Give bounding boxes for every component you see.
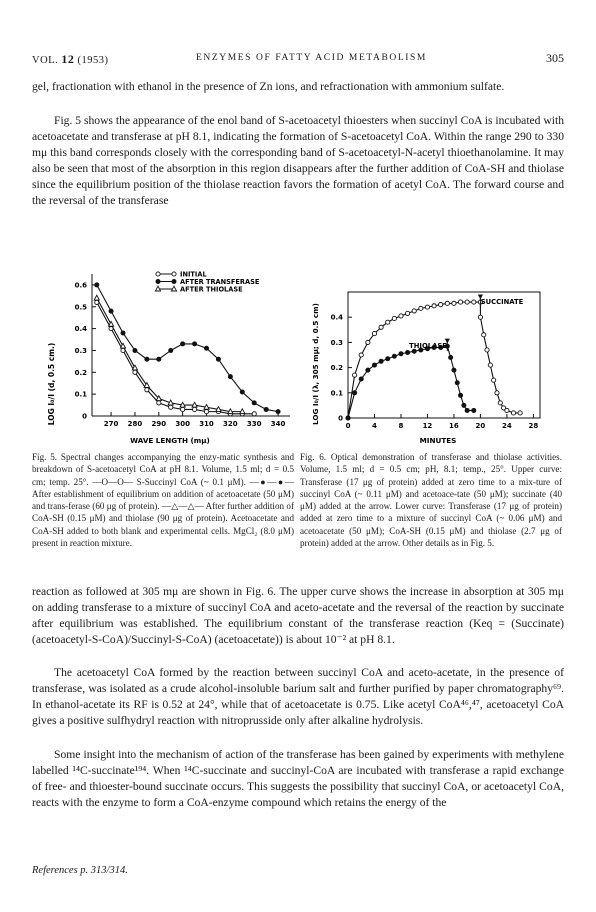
f6-series-1-point <box>359 376 364 381</box>
f6-series-0-point <box>485 348 489 352</box>
f5-series-1-point <box>156 357 161 362</box>
f6-series-0-point <box>465 300 469 304</box>
f6-series-1-point <box>448 355 453 360</box>
f5-series-1-point <box>94 282 99 287</box>
fig6-annot-thiolase: THIOLASE <box>409 342 447 350</box>
f5-series-1-point <box>228 374 233 379</box>
fig5-legend-marker <box>156 279 161 284</box>
f6-series-0-point <box>419 306 423 310</box>
f6-xtick-label: 28 <box>528 422 539 430</box>
f6-xtick-label: 0 <box>345 422 351 430</box>
f5-xtick-label: 340 <box>270 420 286 428</box>
f6-series-0-point <box>439 303 443 307</box>
f5-series-0-point <box>181 407 185 411</box>
f5-series-0-point <box>192 407 196 411</box>
f6-series-1-point <box>398 351 403 356</box>
f5-xtick-label: 280 <box>127 420 143 428</box>
f6-series-0-point <box>472 300 476 304</box>
f6-xtick-label: 12 <box>422 422 433 430</box>
f5-series-1-point <box>192 341 197 346</box>
f6-series-0-point <box>392 316 396 320</box>
f6-series-0-point <box>498 401 502 405</box>
paragraph-3: reaction as followed at 305 mμ are shown in Fig. 6. The upper curve shows the increase in absorption at 305 mμ on adding transferase to a mixture of succinyl CoA and aceto-acetate and the reversal of the reaction by succinate after equilibrium was established. The equilibrium constant of the transferase reaction (Keq = (Succinate) (acetoacetyl-S-CoA)/Succinyl-S-CoA) (acetoacetate)) is about 10⁻² at pH 8.1. <box>32 585 564 646</box>
f5-series-1-point <box>276 409 281 414</box>
f5-series-1-point <box>264 407 269 412</box>
f5-series-1-point <box>132 348 137 353</box>
f6-series-1-point <box>385 356 390 361</box>
f6-xtick-label: 20 <box>475 422 486 430</box>
f6-series-0-point <box>386 320 390 324</box>
f5-xtick-label: 310 <box>199 420 214 428</box>
f6-series-1-point <box>372 363 377 368</box>
page-number: 305 <box>546 51 564 65</box>
f6-frame <box>348 292 540 418</box>
f5-series-1-point <box>204 346 209 351</box>
f5-series-0-point <box>204 410 208 414</box>
f5-series-1-point <box>180 341 185 346</box>
f6-series-0-point <box>518 411 522 415</box>
f6-xtick-label: 24 <box>502 422 512 430</box>
running-header <box>32 52 564 68</box>
f6-series-1-point <box>471 408 476 413</box>
f6-series-0-point <box>505 408 509 412</box>
f5-series-0-point <box>145 388 149 392</box>
fig6-annot-succinate: SUCCINATE <box>480 298 524 306</box>
f6-series-1-point <box>458 393 463 398</box>
f6-series-0-point <box>405 311 409 315</box>
f6-ytick-label: 0.4 <box>330 313 343 322</box>
fig6-series <box>346 295 523 421</box>
f5-series-1-point <box>109 309 114 314</box>
f5-series-2-point <box>108 321 113 326</box>
f5-series-0-point <box>169 405 173 409</box>
f5-ytick-label: 0.6 <box>74 281 87 290</box>
f6-ytick-label: 0.3 <box>330 338 343 347</box>
f6-ytick-label: 0.1 <box>330 389 343 398</box>
paragraph-5: Some insight into the mechanism of action of the transferase has been gained by experiments with methylene labelled ¹⁴C-succinate¹⁹⁴. When ¹⁴C-succinate and succinyl-CoA are incubated with transferase a rapid exchange of free- and thioester-bound succinate occurs. This suggests the possibility that succinyl CoA, or acetoacetyl CoA, reacts with the enzyme to form a CoA-enzyme compound which retains the energy of the <box>32 748 564 809</box>
f6-series-0-point <box>366 340 370 344</box>
f5-series-0-line <box>97 302 254 413</box>
f6-series-0-point <box>425 305 429 309</box>
running-title: ENZYMES OF FATTY ACID METABOLISM <box>196 53 427 63</box>
f6-series-1-point <box>461 403 466 408</box>
f5-ytick-label: 0 <box>82 412 87 421</box>
f5-series-0-point <box>157 401 161 405</box>
paragraph-1: gel, fractionation with ethanol in the presence of Zn ions, and refractionation with ammonium sulfate. <box>32 80 505 93</box>
fig5-caption: Fig. 5. Spectral changes accompanying the enzy-matic synthesis and breakdown of S-acetoacetyl CoA at pH 8.1. Volume, 1.5 ml; d = 0.5 cm; temp. 25°. —O—O— S-Succinyl CoA (~ 0.1 μM). —●—●— After establishment of equilibrium on addition of acetoacetate (50 μM) and trans-ferase (60 μg of protein). —△—△— After further addition of CoA-SH (0.15 μM) and thiolase (90 μg of protein). Acetoacetate and CoA-SH added to both blank and experimental cells. MgCl₂ (8.0 μM) present in reaction mixture. <box>32 452 294 549</box>
f6-series-0-point <box>359 353 363 357</box>
fig5-legend <box>155 271 259 294</box>
f5-ytick-label: 0.1 <box>74 390 87 399</box>
f6-series-0-point <box>482 333 486 337</box>
f6-ytick-label: 0.2 <box>330 364 343 373</box>
f5-series-2-point <box>94 295 99 300</box>
f5-series-1-point <box>240 389 245 394</box>
fig5-ticks <box>75 281 286 428</box>
f6-series-1-point <box>451 368 456 373</box>
f5-ytick-label: 0.5 <box>74 303 87 312</box>
f5-ytick-label: 0.2 <box>74 368 87 377</box>
fig5-series <box>94 282 280 415</box>
fig6-ylabel: LOG I₀/I (λ, 305 mμ; d, 0.5 cm) <box>311 303 320 425</box>
f6-xtick-label: 8 <box>398 422 404 430</box>
f5-xtick-label: 330 <box>246 420 262 428</box>
f6-series-0-point <box>445 301 449 305</box>
f5-series-1-point <box>252 400 257 405</box>
fig5-chart <box>40 266 300 445</box>
f6-ytick-label: 0 <box>338 414 343 423</box>
f6-series-1-point <box>346 416 351 421</box>
f6-series-0-point <box>458 300 462 304</box>
f5-ytick-label: 0.4 <box>74 325 87 334</box>
f6-series-0-point <box>478 315 482 319</box>
paragraph-2: Fig. 5 shows the appearance of the enol band of S-acetoacetyl thioesters when succinyl CoA is incubated with acetoacetate and transferase at pH 8.1, indicating the formation of S-acetoacetyl CoA. Within the range 290 to 330 mμ this band corresponds closely with the corresponding band of S-acetoacetyl-N-acetyl thioethanolamine. It may also be seen that most of the absorption in this region disappears after the further addition of CoA-SH and thiolase since the equilibrium position of the thiolase reaction favors the formation of acetyl CoA. The forward course and the reversal of the transferase <box>32 114 564 207</box>
f5-series-2-point <box>132 365 137 370</box>
f6-xtick-label: 4 <box>372 422 377 430</box>
f5-series-1-point <box>168 348 173 353</box>
f6-series-0-point <box>511 411 515 415</box>
f6-series-0-point <box>452 301 456 305</box>
f6-series-0-point <box>432 304 436 308</box>
fig5-ylabel: LOG I₀/I (d, 0.5 cm.) <box>47 342 56 426</box>
fig5-legend-marker <box>172 279 177 284</box>
f6-series-1-point <box>392 354 397 359</box>
fig5-legend-label: AFTER THIOLASE <box>180 285 243 294</box>
fig6-caption: Fig. 6. Optical demonstration of transferase and thiolase activities. Volume, 1.5 ml; d = 0.5 cm; pH, 8.1; temp., 25°. Upper curve: Transferase (17 μg of protein) added at zero time to a mix-ture of succinyl CoA (~ 0.11 μM) and acetoace-tate (50 μM); succinate (40 μM) added at the arrow. Lower curve: Transferase (17 μg of protein) added at zero time to a mixture of succinyl CoA (~ 0.06 μM) and acetoacetate (50 μM); CoA-SH (0.15 μM) and thiolase (2.7 μg of protein) added at the arrow. Other details as in Fig. 5. <box>300 452 562 549</box>
f6-series-1-point <box>379 359 384 364</box>
f5-series-2-point <box>120 343 125 348</box>
f6-series-0-point <box>379 325 383 329</box>
fig5-legend-marker <box>172 272 176 276</box>
f5-xtick-label: 290 <box>151 420 167 428</box>
f6-series-1-point <box>465 408 470 413</box>
f5-series-1-point <box>121 330 126 335</box>
volume-info: VOL. 12 (1953) <box>32 52 109 66</box>
f5-series-1-point <box>216 357 221 362</box>
f6-series-0-point <box>372 331 376 335</box>
f6-series-0-point <box>353 373 357 377</box>
f6-series-0-point <box>399 314 403 318</box>
f6-series-0-point <box>412 309 416 313</box>
fig5-legend-marker <box>156 272 160 276</box>
f5-ytick-label: 0.3 <box>74 346 87 355</box>
fig6-axes <box>348 292 540 418</box>
fig6-xlabel: MINUTES <box>419 436 457 445</box>
f6-series-1-point <box>352 390 357 395</box>
f5-series-1-point <box>144 357 149 362</box>
paragraph-4: The acetoacetyl CoA formed by the reaction between succinyl CoA and aceto-acetate, in the presence of transferase, was isolated as a crude alcohol-insoluble barium salt and further purified by paper chromatography⁶⁹. In ethanol-acetate its RF is 0.52 at 24°, while that of acetoacetate is 0.75. Like acetyl CoA⁴⁶,⁴⁷, acetoacetyl CoA gives a positive sulfhydryl reaction with nitroprusside only after alkaline hydrolysis. <box>32 666 564 727</box>
f6-series-1-point <box>405 350 410 355</box>
f6-series-0-point <box>488 363 492 367</box>
f5-xtick-label: 320 <box>223 420 238 428</box>
f6-series-0-line <box>348 302 520 418</box>
f6-series-0-point <box>495 391 499 395</box>
f5-xtick-label: 300 <box>175 420 190 428</box>
f6-series-1-point <box>365 368 370 373</box>
fig5-xlabel: WAVE LENGTH (mμ) <box>130 436 210 445</box>
f6-series-0-point <box>492 378 496 382</box>
fig5-legend-label: INITIAL <box>180 270 207 279</box>
f5-series-0-point <box>252 412 256 416</box>
f5-series-2-line <box>97 298 243 412</box>
references-note: References p. 313/314. <box>32 865 128 876</box>
f6-xtick-label: 16 <box>449 422 459 430</box>
fig5-legend-label: AFTER TRANSFERASE <box>180 278 260 286</box>
f6-series-1-point <box>455 380 460 385</box>
fig6-chart <box>308 286 548 445</box>
f5-xtick-label: 270 <box>103 420 119 428</box>
